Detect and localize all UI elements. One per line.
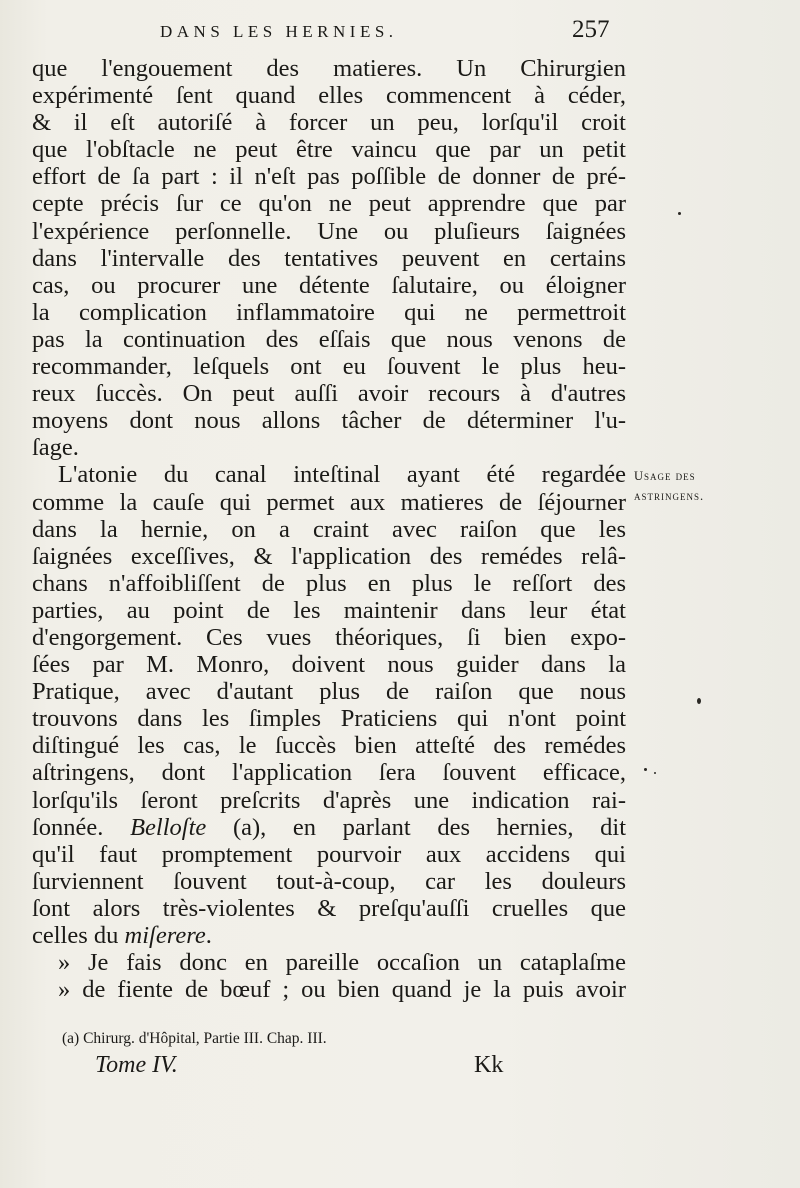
- text-fragment: (a), en parlant des hernies, dit: [206, 813, 627, 841]
- running-title: DANS LES HERNIES.: [160, 22, 398, 41]
- text-line: parties, au point de les maintenir dans leur état: [32, 596, 626, 624]
- italic-word: miſerere: [124, 922, 206, 949]
- text-line: dans l'intervalle des tentatives peuvent en certains: [32, 244, 626, 272]
- text-line: dans la hernie, on a craint avec raiſon que les: [32, 515, 626, 543]
- ink-speck: [678, 212, 681, 215]
- text-line: qu'il faut promptement pourvoir aux accidens qui: [32, 840, 626, 868]
- text-line: diſtingué les cas, le ſuccès bien atteſté des remédes: [32, 732, 626, 760]
- text-fragment: celles du: [32, 922, 125, 949]
- ink-speck: [644, 768, 647, 771]
- text-line: l'expérience perſonnelle. Une ou pluſieurs ſaignées: [32, 217, 626, 245]
- text-line: trouvons dans les ſimples Praticiens qui n'ont point: [32, 705, 626, 733]
- text-fragment: ſonnée.: [32, 813, 104, 841]
- main-text: [32, 55, 626, 1003]
- text-fragment: .: [205, 922, 212, 949]
- text-line: ſage.: [32, 434, 79, 462]
- text-line: ſées par M. Monro, doivent nous guider dans la: [32, 651, 626, 679]
- text-line: expérimenté ſent quand elles commencent à céder,: [32, 82, 626, 110]
- text-line: pas la continuation des eſſais que nous venons de: [32, 325, 626, 353]
- author-name: Belloſte: [130, 813, 207, 841]
- text-line: [32, 922, 626, 949]
- text-line: & il eſt autoriſé à forcer un peu, lorſqu'il croit: [32, 109, 626, 137]
- text-line: aſtringens, dont l'application ſera ſouvent efficace,: [32, 759, 626, 787]
- ink-speck: [654, 772, 656, 774]
- text-line: moyens dont nous allons tâcher de déterminer l'u-: [32, 407, 626, 435]
- paragraph-start-line: L'atonie du canal inteſtinal ayant été regardée: [58, 461, 626, 489]
- text-line: lorſqu'ils ſeront preſcrits d'après une indication rai-: [32, 786, 626, 814]
- quote-line: » Je fais donc en pareille occaſion un cataplaſme: [58, 949, 626, 977]
- text-line: comme la cauſe qui permet aux matieres de ſéjourner: [32, 488, 626, 516]
- text-line: la complication inflammatoire qui ne permettroit: [32, 298, 626, 326]
- footnote: (a) Chirurg. d'Hôpital, Partie III. Chap. III.: [62, 1030, 327, 1047]
- text-line: reux ſuccès. On peut auſſi avoir recours à d'autres: [32, 380, 626, 408]
- text-line: d'engorgement. Ces vues théoriques, ſi bien expo-: [32, 623, 626, 651]
- text-line: que l'obſtacle ne peut être vaincu que par un petit: [32, 136, 626, 164]
- margin-note-line: astringens.: [634, 489, 705, 503]
- text-line: que l'engouement des matieres. Un Chirurgien: [32, 55, 626, 82]
- ink-speck: [697, 698, 701, 704]
- margin-note: [634, 466, 704, 506]
- volume-label: Tome IV.: [95, 1052, 178, 1078]
- text-line: effort de ſa part : il n'eſt pas poſſible de donner de pré-: [32, 163, 626, 191]
- text-line: recommander, leſquels ont eu ſouvent le plus heu-: [32, 353, 626, 381]
- signature-mark: Kk: [474, 1052, 504, 1078]
- text-line: Pratique, avec d'autant plus de raiſon que nous: [32, 678, 626, 706]
- margin-note-line: Usage des: [634, 469, 696, 483]
- text-line: cas, ou procurer une détente ſalutaire, ou éloigner: [32, 271, 626, 299]
- text-line: cepte précis ſur ce qu'on ne peut apprendre que par: [32, 190, 626, 218]
- text-line: ſont alors très-violentes & preſqu'auſſi cruelles que: [32, 894, 626, 922]
- text-line: ſaignées exceſſives, & l'application des remédes relâ-: [32, 542, 626, 570]
- text-line-with-citation: [32, 814, 626, 841]
- page-number: 257: [572, 16, 610, 43]
- text-line: ſurviennent ſouvent tout-à-coup, car les douleurs: [32, 867, 626, 895]
- text-line: chans n'affoibliſſent de plus en plus le reſſort des: [32, 569, 626, 597]
- quote-line: » de fiente de bœuf ; ou bien quand je la puis avoir: [58, 976, 626, 1004]
